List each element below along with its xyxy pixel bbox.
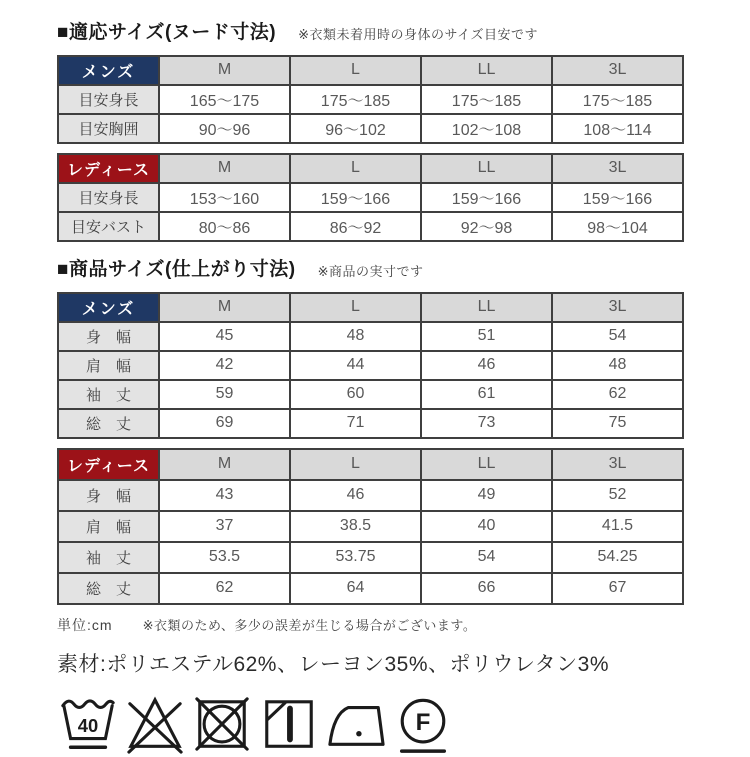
iron-low-heat-icon bbox=[327, 693, 385, 757]
size-col-header: LL bbox=[421, 293, 552, 322]
cell-value: 44 bbox=[290, 351, 421, 380]
cell-value: 42 bbox=[159, 351, 290, 380]
size-col-header: L bbox=[290, 56, 421, 85]
size-col-header: L bbox=[290, 154, 421, 183]
product-ladies-table bbox=[57, 448, 684, 605]
row-label: 袖 丈 bbox=[58, 542, 159, 573]
fit-mens-table bbox=[57, 55, 684, 144]
cell-value: 43 bbox=[159, 480, 290, 511]
do-not-bleach-icon bbox=[126, 693, 184, 757]
cell-value: 46 bbox=[421, 351, 552, 380]
cell-value: 48 bbox=[290, 322, 421, 351]
size-col-header: 3L bbox=[552, 293, 683, 322]
dry-clean-letter: F bbox=[415, 708, 431, 736]
cell-value: 165〜175 bbox=[159, 85, 290, 114]
section-fit-title: ■適応サイズ(ヌード寸法) bbox=[57, 22, 277, 43]
size-col-header: L bbox=[290, 449, 421, 480]
row-label: 目安身長 bbox=[58, 183, 159, 212]
table-row bbox=[58, 183, 683, 212]
cell-value: 46 bbox=[290, 480, 421, 511]
line-dry-in-shade-icon bbox=[260, 693, 318, 757]
table-header-row bbox=[58, 56, 683, 85]
mens-header-cell: メンズ bbox=[58, 293, 159, 322]
table-row bbox=[58, 409, 683, 438]
tolerance-note: ※衣類のため、多少の誤差が生じる場合がございます。 bbox=[142, 617, 477, 633]
material-text: 素材:ポリエステル62%、レーヨン35%、ポリウレタン3% bbox=[57, 652, 610, 676]
table-row bbox=[58, 542, 683, 573]
cell-value: 71 bbox=[290, 409, 421, 438]
product-mens-table bbox=[57, 292, 684, 439]
size-col-header: LL bbox=[421, 154, 552, 183]
cell-value: 40 bbox=[421, 511, 552, 542]
size-col-header: M bbox=[159, 154, 290, 183]
table-row bbox=[58, 573, 683, 604]
cell-value: 90〜96 bbox=[159, 114, 290, 143]
cell-value: 53.5 bbox=[159, 542, 290, 573]
table-row bbox=[58, 380, 683, 409]
section-fit-header bbox=[57, 22, 750, 45]
row-label: 身 幅 bbox=[58, 480, 159, 511]
cell-value: 48 bbox=[552, 351, 683, 380]
fit-ladies-table bbox=[57, 153, 684, 242]
size-col-header: M bbox=[159, 56, 290, 85]
cell-value: 108〜114 bbox=[552, 114, 683, 143]
dry-clean-petroleum-gentle-icon bbox=[394, 693, 452, 757]
row-label: 身 幅 bbox=[58, 322, 159, 351]
mens-header-cell: メンズ bbox=[58, 56, 159, 85]
section-product-header bbox=[57, 259, 750, 282]
cell-value: 175〜185 bbox=[421, 85, 552, 114]
row-label: 目安胸囲 bbox=[58, 114, 159, 143]
cell-value: 159〜166 bbox=[552, 183, 683, 212]
cell-value: 59 bbox=[159, 380, 290, 409]
cell-value: 37 bbox=[159, 511, 290, 542]
cell-value: 38.5 bbox=[290, 511, 421, 542]
unit-label: 単位:cm bbox=[57, 616, 113, 633]
cell-value: 98〜104 bbox=[552, 212, 683, 241]
size-col-header: 3L bbox=[552, 56, 683, 85]
table-header-row bbox=[58, 154, 683, 183]
table-row bbox=[58, 322, 683, 351]
unit-note-row bbox=[57, 615, 750, 635]
section-product-title: ■商品サイズ(仕上がり寸法) bbox=[57, 258, 296, 280]
cell-value: 53.75 bbox=[290, 542, 421, 573]
cell-value: 67 bbox=[552, 573, 683, 604]
size-col-header: LL bbox=[421, 56, 552, 85]
cell-value: 62 bbox=[159, 573, 290, 604]
cell-value: 52 bbox=[552, 480, 683, 511]
table-row bbox=[58, 212, 683, 241]
cell-value: 159〜166 bbox=[290, 183, 421, 212]
cell-value: 66 bbox=[421, 573, 552, 604]
table-row bbox=[58, 85, 683, 114]
wash-40-gentle-icon bbox=[59, 693, 117, 757]
size-col-header: M bbox=[159, 293, 290, 322]
cell-value: 51 bbox=[421, 322, 552, 351]
cell-value: 45 bbox=[159, 322, 290, 351]
row-label: 総 丈 bbox=[58, 409, 159, 438]
row-label: 目安身長 bbox=[58, 85, 159, 114]
section-fit-note: ※衣類未着用時の身体のサイズ目安です bbox=[298, 26, 538, 42]
cell-value: 159〜166 bbox=[421, 183, 552, 212]
cell-value: 86〜92 bbox=[290, 212, 421, 241]
cell-value: 80〜86 bbox=[159, 212, 290, 241]
row-label: 目安バスト bbox=[58, 212, 159, 241]
size-col-header: M bbox=[159, 449, 290, 480]
do-not-tumble-dry-icon bbox=[193, 693, 251, 757]
cell-value: 69 bbox=[159, 409, 290, 438]
cell-value: 62 bbox=[552, 380, 683, 409]
row-label: 肩 幅 bbox=[58, 511, 159, 542]
size-col-header: L bbox=[290, 293, 421, 322]
cell-value: 153〜160 bbox=[159, 183, 290, 212]
cell-value: 60 bbox=[290, 380, 421, 409]
size-col-header: LL bbox=[421, 449, 552, 480]
cell-value: 54 bbox=[421, 542, 552, 573]
cell-value: 75 bbox=[552, 409, 683, 438]
ladies-header-cell: レディース bbox=[58, 449, 159, 480]
cell-value: 175〜185 bbox=[552, 85, 683, 114]
table-row bbox=[58, 114, 683, 143]
cell-value: 73 bbox=[421, 409, 552, 438]
table-header-row bbox=[58, 449, 683, 480]
table-row bbox=[58, 511, 683, 542]
row-label: 袖 丈 bbox=[58, 380, 159, 409]
size-col-header: 3L bbox=[552, 449, 683, 480]
cell-value: 175〜185 bbox=[290, 85, 421, 114]
cell-value: 49 bbox=[421, 480, 552, 511]
cell-value: 64 bbox=[290, 573, 421, 604]
cell-value: 41.5 bbox=[552, 511, 683, 542]
table-row bbox=[58, 351, 683, 380]
cell-value: 96〜102 bbox=[290, 114, 421, 143]
cell-value: 92〜98 bbox=[421, 212, 552, 241]
size-col-header: 3L bbox=[552, 154, 683, 183]
table-row bbox=[58, 480, 683, 511]
cell-value: 54.25 bbox=[552, 542, 683, 573]
wash-temp-label: 40 bbox=[77, 714, 99, 736]
care-symbols-row bbox=[59, 693, 750, 757]
cell-value: 102〜108 bbox=[421, 114, 552, 143]
ladies-header-cell: レディース bbox=[58, 154, 159, 183]
cell-value: 54 bbox=[552, 322, 683, 351]
section-product-note: ※商品の実寸です bbox=[317, 263, 424, 279]
row-label: 総 丈 bbox=[58, 573, 159, 604]
row-label: 肩 幅 bbox=[58, 351, 159, 380]
cell-value: 61 bbox=[421, 380, 552, 409]
table-header-row bbox=[58, 293, 683, 322]
